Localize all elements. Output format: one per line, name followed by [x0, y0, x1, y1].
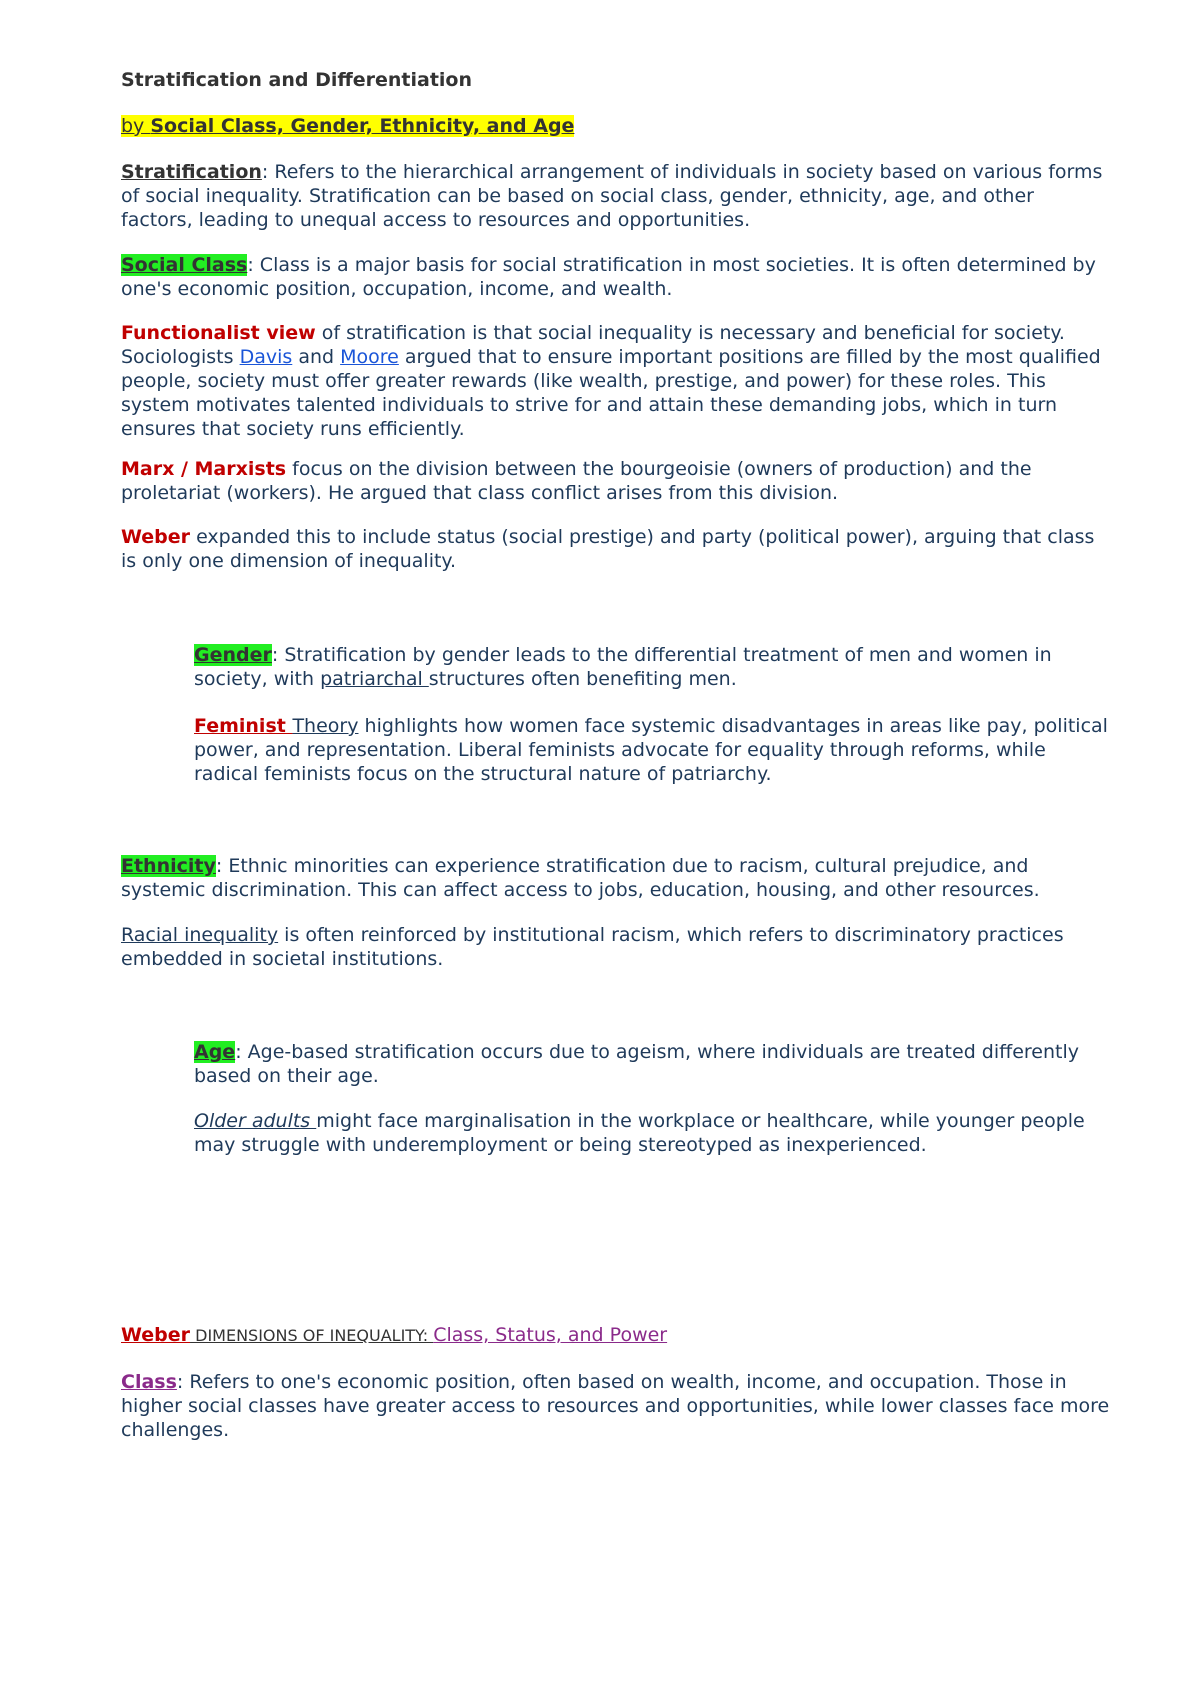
term-class: Class	[121, 1371, 177, 1393]
term-ethnicity: Ethnicity	[121, 855, 216, 877]
term-theory: Theory	[292, 715, 359, 737]
term-gender: Gender	[194, 644, 272, 666]
paragraph-ethnicity: Ethnicity: Ethnic minorities can experience stratification due to racism, cultural prejudice, and systemic discrimination. This can affect access to jobs, education, housing, and other resources.	[121, 855, 1040, 901]
term-patriarchal: patriarchal	[320, 668, 429, 690]
subtitle-topics: Social Class, Gender, Ethnicity, and Age	[150, 115, 575, 137]
term-weber-dimensions: Weber	[121, 1324, 191, 1346]
link-davis[interactable]: Davis	[239, 346, 293, 368]
dimensions-value: Class, Status, and Power	[433, 1324, 668, 1346]
term-weber: Weber	[121, 526, 191, 548]
paragraph-gender: Gender: Stratification by gender leads to the differential treatment of men and women in society, with patriarchal structures often benefiting men.	[194, 644, 1052, 690]
term-social-class: Social Class	[121, 254, 248, 276]
paragraph-age: Age: Age-based stratification occurs due to ageism, where individuals are treated differently based on their age.	[194, 1041, 1080, 1087]
term-age: Age	[194, 1041, 236, 1063]
paragraph-marx: Marx / Marxists focus on the division between the bourgeoisie (owners of production) and the proletariat (workers). He argued that class conflict arises from this division.	[121, 458, 1032, 504]
term-stratification: Stratification	[121, 161, 262, 183]
paragraph-racial-inequality: Racial inequality is often reinforced by institutional racism, which refers to discriminatory practices embedded in societal institutions.	[121, 924, 1064, 970]
link-moore[interactable]: Moore	[340, 346, 399, 368]
paragraph-functionalist: Functionalist view of stratification is that social inequality is necessary and beneficial for society. Sociologists Davis and Moore argued that to ensure important positions are filled by the most qualified people, society must offer greater rewards (like wealth, prestige, and power) for these roles. This system motivates talented individuals to strive for and attain these demanding jobs, which in turn ensures that society runs efficiently.	[121, 322, 1101, 440]
heading-weber-dimensions	[121, 1323, 1111, 1348]
term-racial-inequality: Racial inequality	[121, 924, 279, 946]
term-functionalist-view: Functionalist view	[121, 322, 316, 344]
paragraph-social-class: Social Class: Class is a major basis for social stratification in most societies. It is often determined by one's economic position, occupation, income, and wealth.	[121, 254, 1096, 300]
doc-title: Stratification and Differentiation	[121, 69, 473, 91]
paragraph-older-adults: Older adults might face marginalisation in the workplace or healthcare, while younger people may struggle with underemployment or being stereotyped as inexperienced.	[194, 1110, 1085, 1156]
doc-subtitle	[121, 114, 1111, 138]
term-marx: Marx / Marxists	[121, 458, 287, 480]
paragraph-feminist: Feminist Theory highlights how women face systemic disadvantages in areas like pay, political power, and representation. Liberal feminists advocate for equality through reforms, while radical feminists focus on the structural nature of patriarchy.	[194, 715, 1108, 785]
dimensions-label: DIMENSIONS OF INEQUALITY:	[190, 1326, 434, 1345]
term-feminist: Feminist	[194, 715, 293, 737]
paragraph-weber: Weber expanded this to include status (social prestige) and party (political power), arguing that class is only one dimension of inequality.	[121, 526, 1095, 572]
paragraph-class-definition: Class: Refers to one's economic position, often based on wealth, income, and occupation. Those in higher social classes have greater access to resources and opportunities, while lower classes face more challenges.	[121, 1371, 1110, 1441]
subtitle-by: by	[121, 115, 151, 137]
paragraph-stratification: Stratification: Refers to the hierarchical arrangement of individuals in society based on various forms of social inequality. Stratification can be based on social class, gender, ethnicity, age, and other factors, leading to unequal access to resources and opportunities.	[121, 161, 1103, 231]
term-older-adults: Older adults	[194, 1110, 317, 1132]
